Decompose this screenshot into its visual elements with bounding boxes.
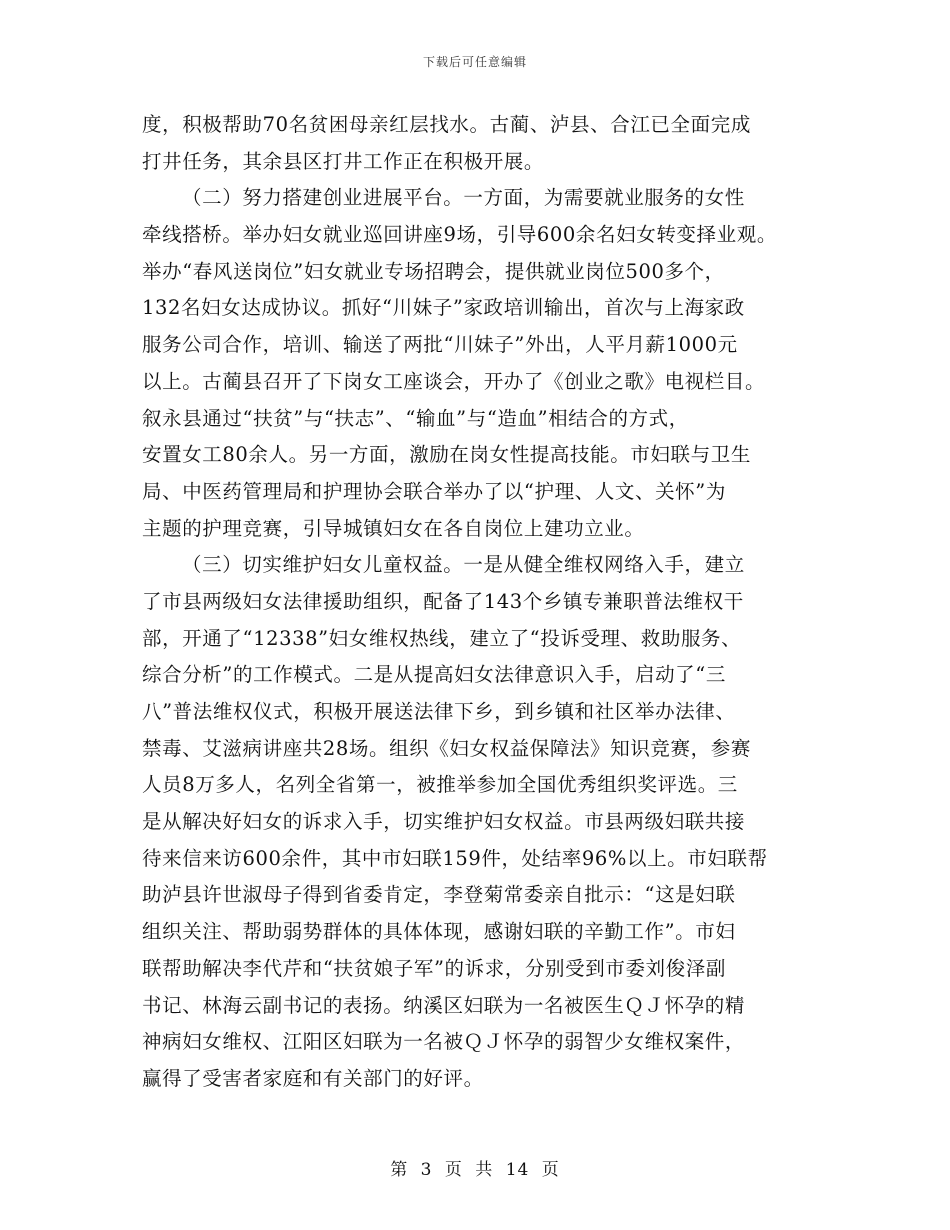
- text-line: 神病妇女维权、江阳区妇联为一名被ＱＪ怀孕的弱智少女维权案件，: [142, 1030, 746, 1054]
- text-line: 助泸县许世淑母子得到省委肯定，李登菊常委亲自批示：“这是妇联: [142, 883, 736, 907]
- text-line: 打井任务，其余县区打井工作正在积极开展。: [142, 149, 545, 173]
- text-line: （二）努力搭建创业进展平台。一方面，为需要就业服务的女性: [182, 186, 745, 210]
- text-line: 组织关注、帮助弱势群体的具体体现，感谢妇联的辛勤工作”。市妇: [142, 920, 736, 944]
- page-header: 下载后可任意编辑: [422, 55, 527, 69]
- footer-page-word: 页: [444, 1160, 463, 1180]
- page-footer: [0, 1155, 950, 1180]
- text-line: 局、中医药管理局和护理协会联合举办了以“护理、人文、关怀”为: [142, 479, 726, 503]
- footer-prefix: 第: [390, 1160, 409, 1180]
- text-line: 是从解决好妇女的诉求入手，切实维护妇女权益。市县两级妇联共接: [142, 810, 746, 834]
- text-line: 安置女工80余人。另一方面，激励在岗女性提高技能。市妇联与卫生: [142, 443, 751, 467]
- text-line: 赢得了受害者家庭和有关部门的好评。: [142, 1066, 484, 1090]
- document-body: [142, 107, 832, 1098]
- text-line: 书记、林海云副书记的表扬。纳溪区妇联为一名被医生ＱＪ怀孕的精: [142, 993, 746, 1017]
- text-line: （三）切实维护妇女儿童权益。一是从健全维权网络入手，建立: [182, 553, 745, 577]
- text-line: 待来信来访600余件，其中市妇联159件，处结率96%以上。市妇联帮: [142, 846, 768, 870]
- text-line: 叙永县通过“扶贫”与“扶志”、“输血”与“造血”相结合的方式，: [142, 406, 689, 430]
- text-line: 举办“春风送岗位”妇女就业专场招聘会，提供就业岗位500多个，: [142, 259, 725, 283]
- text-line: 以上。古蔺县召开了下岗女工座谈会，开办了《创业之歌》电视栏目。: [142, 369, 766, 393]
- footer-total-word: 共: [475, 1160, 494, 1180]
- footer-suffix: 页: [541, 1160, 560, 1180]
- text-line: 禁毒、艾滋病讲座共28场。组织《妇女权益保障法》知识竞赛，参赛: [142, 736, 751, 760]
- text-line: 八”普法维权仪式，积极开展送法律下乡，到乡镇和社区举办法律、: [142, 700, 736, 723]
- text-line: 联帮助解决李代芹和“扶贫娘子军”的诉求，分别受到市委刘俊泽副: [142, 956, 726, 980]
- text-line: 主题的护理竞赛，引导城镇妇女在各自岗位上建功立业。: [142, 516, 645, 540]
- footer-total-pages: 14: [505, 1160, 530, 1180]
- text-line: 服务公司合作，培训、输送了两批“川妹子”外出，人平月薪1000元: [142, 333, 738, 357]
- text-line: 了市县两级妇女法律援助组织，配备了143个乡镇专兼职普法维权干: [142, 589, 744, 613]
- text-line: 132名妇女达成协议。抓好“川妹子”家政培训输出，首次与上海家政: [142, 296, 745, 320]
- text-line: 部，开通了“12338”妇女维权热线，建立了“投诉受理、救助服务、: [142, 626, 742, 650]
- text-line: 度，积极帮助70名贫困母亲红层找水。古蔺、泸县、合江已全面完成: [142, 113, 751, 136]
- text-line: 综合分析”的工作模式。二是从提高妇女法律意识入手，启动了“三: [142, 663, 726, 687]
- text-line: 人员8万多人，名列全省第一，被推举参加全国优秀组织奖评选。三: [142, 773, 738, 797]
- text-line: 牵线搭桥。举办妇女就业巡回讲座9场，引导600余名妇女转变择业观。: [142, 223, 777, 247]
- footer-current-page: 3: [420, 1160, 433, 1180]
